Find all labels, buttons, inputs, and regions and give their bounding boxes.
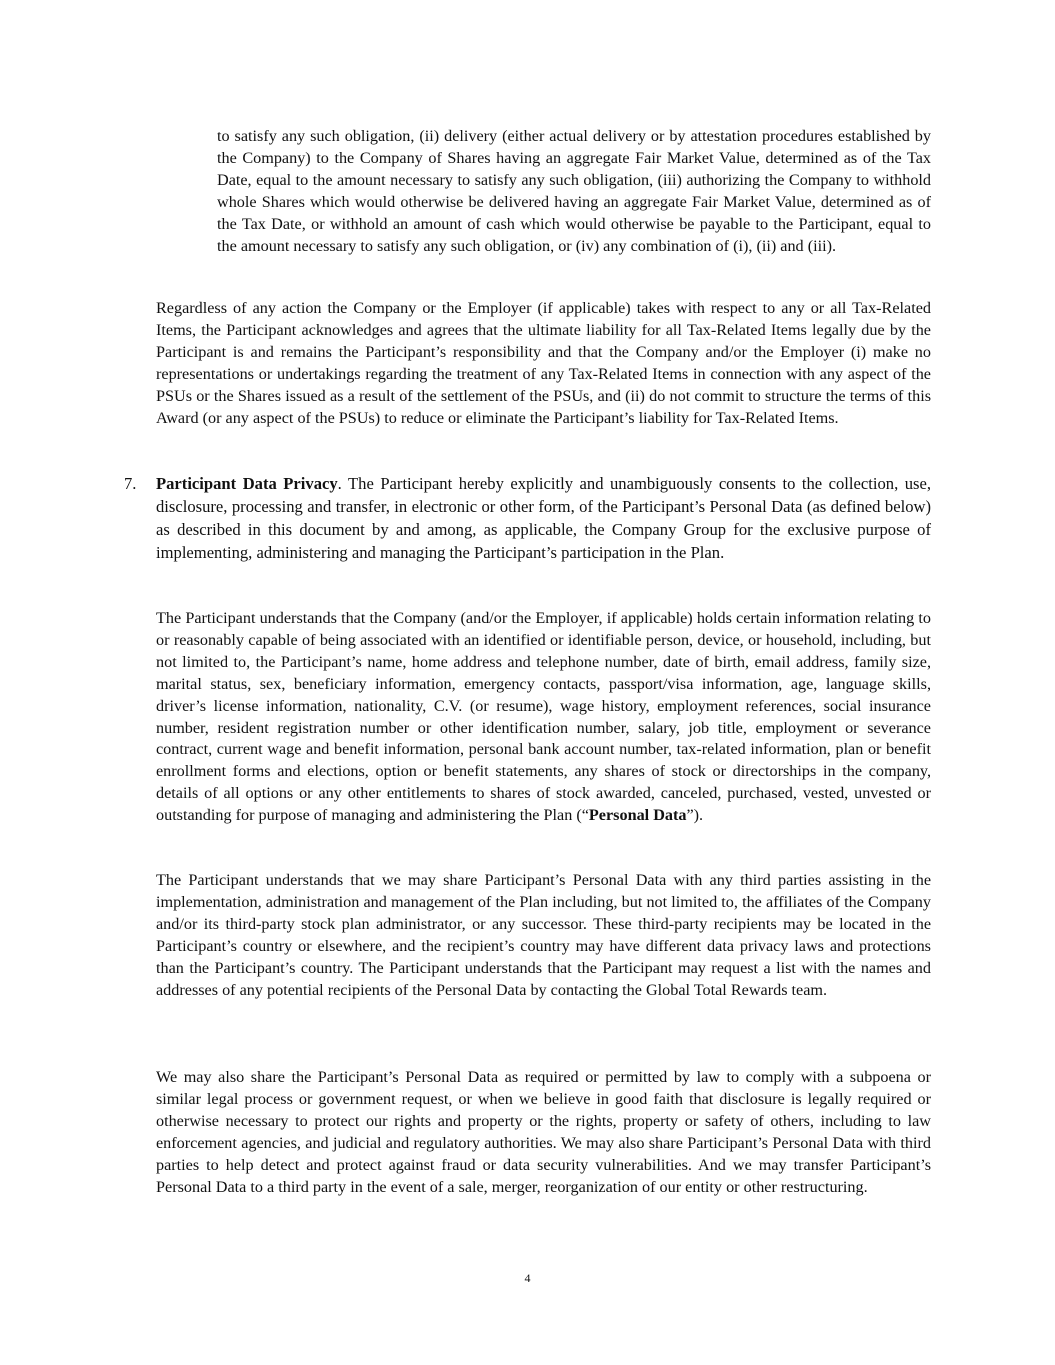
paragraph-tax-withholding-methods: to satisfy any such obligation, (ii) delivery (either actual delivery or by attestation procedures established by the Company) to the Company of Shares having an aggregate Fair Market Value, determined as of the Tax Date, equal to the amount necessary to satisfy any such obligation, (iii) authorizing the Company to withhold whole Shares which would otherwise be delivered having an aggregate Fair Market Value, determined as of the Tax Date, or withhold an amount of cash which would otherwise be payable to the Participant, equal to the amount necessary to satisfy any such obligation, or (iv) any combination of (i), (ii) and (iii). bbox=[217, 127, 931, 255]
section-7-heading-period: . bbox=[337, 474, 342, 493]
personal-data-description: The Participant understands that the Company (and/or the Employer, if applicable) holds certain information relating to or reasonably capable of being associated with an identified or identifiable person, device, or household, including, but not limited to, the Participant’s name, home address and telephone number, date of birth, email address, family size, marital status, sex, beneficiary information, emergency contacts, passport/visa information, age, language skills, driver’s license information, nationality, C.V. (or resume), wage history, employment references, social insurance number, resident registration number or other identification number, salary, job title, employment or severance contract, current wage and benefit information, personal bank account number, tax-related information, plan or benefit enrollment forms and elections, option or benefit statements, any shares of stock or directorships in the company, details of all options or any other entitlements to shares of stock awarded, canceled, purchased, vested, unvested or outstanding for purpose of managing and administering the Plan (“ bbox=[156, 609, 931, 825]
section-7-body: The Participant hereby explicitly and unambiguously consents to the collection, use, disclosure, processing and transfer, in electronic or other form, of the Participant’s Personal Data (as defined below) as described in this document by and among, as applicable, the Company Group for the exclusive purpose of implementing, administering and managing the Participant’s participation in the Plan. bbox=[156, 474, 931, 562]
page-number: 4 bbox=[524, 1271, 531, 1285]
paragraph-tax-liability-acknowledgement: Regardless of any action the Company or the Employer (if applicable) takes with respect to any or all Tax-Related Items, the Participant acknowledges and agrees that the ultimate liability for all Tax-Related Items legally due by the Participant is and remains the Participant’s responsibility and that the Company and/or the Employer (i) make no representations or undertakings regarding the treatment of any Tax-Related Items in connection with any aspect of the PSUs or the Shares issued as a result of the settlement of the PSUs, and (ii) do not commit to structure the terms of this Award (or any aspect of the PSUs) to reduce or eliminate the Participant’s liability for Tax-Related Items. bbox=[156, 299, 931, 427]
paragraph-personal-data-definition bbox=[156, 608, 931, 827]
personal-data-closing: ”). bbox=[686, 806, 704, 825]
section-7-participant-data-privacy bbox=[156, 472, 931, 564]
personal-data-defined-term: Personal Data bbox=[588, 806, 687, 825]
paragraph-third-party-sharing: The Participant understands that we may share Participant’s Personal Data with any third parties assisting in the implementation, administration and management of the Plan including, but not limited to, the affiliates of the Company and/or its third-party stock plan administrator, or any successor. These third-party recipients may be located in the Participant’s country or elsewhere, and the recipient’s country may have different data privacy laws and protections than the Participant’s country. The Participant understands that the Participant may request a list with the names and addresses of any potential recipients of the Personal Data by contacting the Global Total Rewards team. bbox=[156, 871, 931, 999]
section-7-number: 7. bbox=[124, 474, 137, 493]
section-7-heading: Participant Data Privacy bbox=[156, 474, 338, 493]
paragraph-legal-disclosure: We may also share the Participant’s Personal Data as required or permitted by law to comply with a subpoena or similar legal process or government request, or when we believe in good faith that disclosure is legally required or otherwise necessary to protect our rights and property or the rights, property or safety of others, including to law enforcement agencies, and judicial and regulatory authorities. We may also share Participant’s Personal Data with third parties to help detect and protect against fraud or data security vulnerabilities. And we may transfer Participant’s Personal Data to a third party in the event of a sale, merger, reorganization of our entity or other restructuring. bbox=[156, 1068, 931, 1196]
